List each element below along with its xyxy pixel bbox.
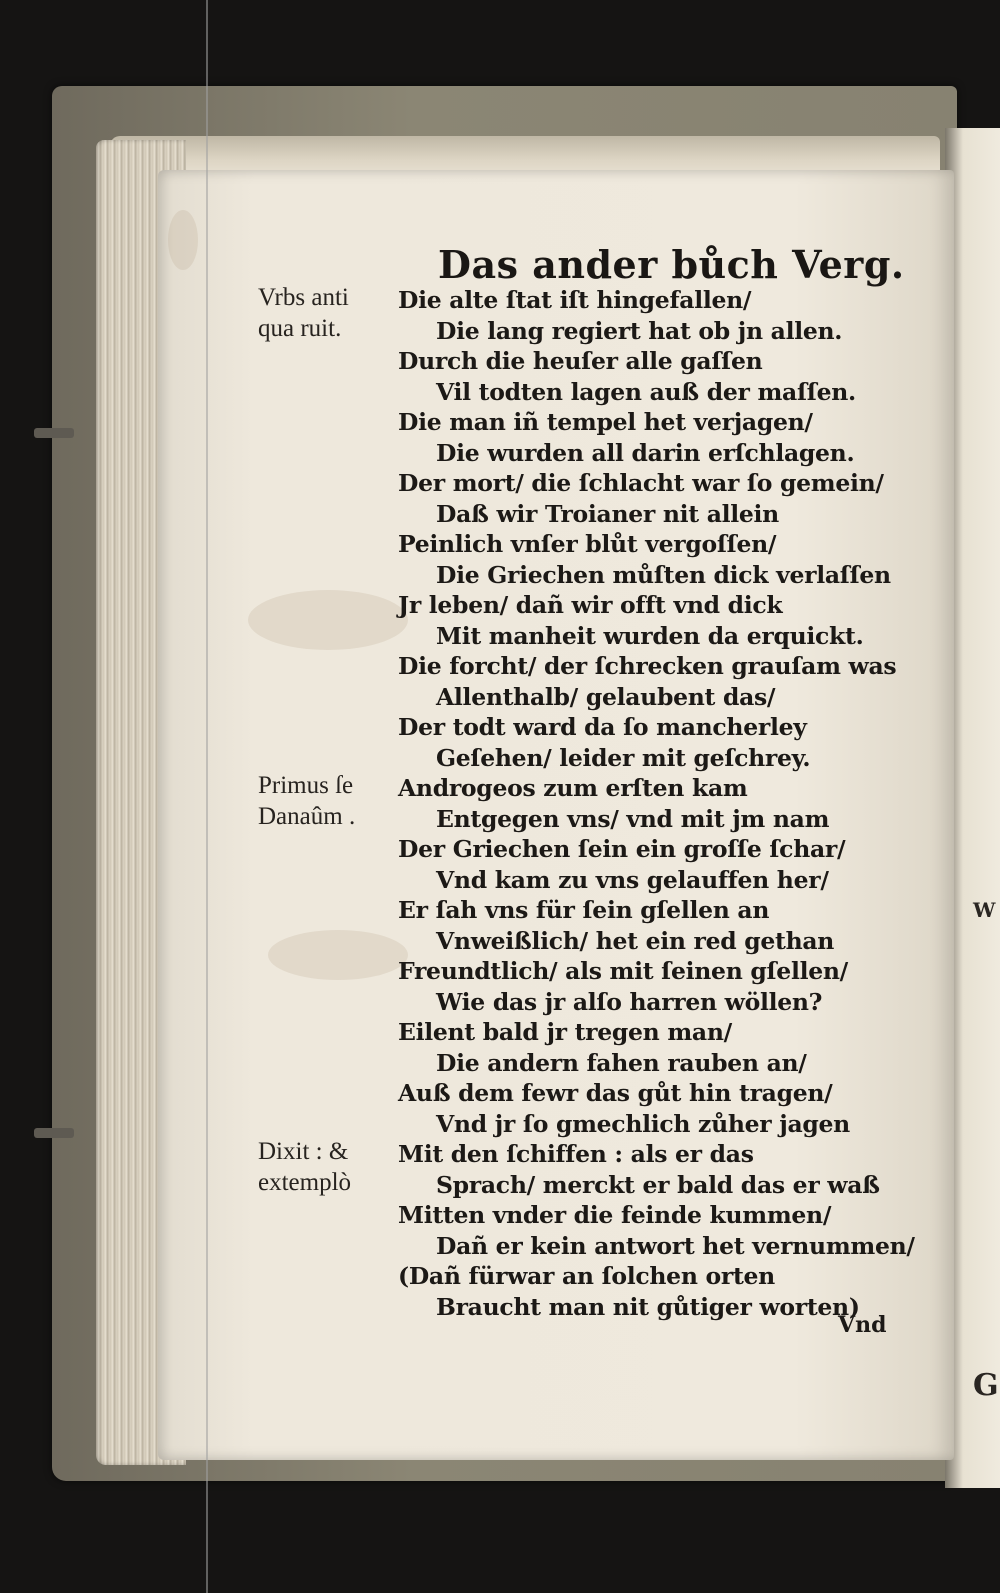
verse-line: Entgegen vns/ vnd mit jm nam <box>436 804 830 833</box>
running-header: Das ander bůch Verg. <box>438 242 905 287</box>
verse-line: Er ſah vns für ſein gſellen an <box>398 896 770 924</box>
verse-line: Daß wir Troianer nit allein <box>436 499 779 528</box>
verse-line: Der mort/ die ſchlacht war ſo gemein/ <box>398 469 884 497</box>
verse-line: Die forcht/ der ſchrecken grauſam was <box>398 652 897 680</box>
verse-line: Der Griechen ſein ein groſſe ſchar/ <box>398 835 846 863</box>
verse-line: Dañ er kein antwort het vernummen/ <box>436 1231 915 1260</box>
verse-line: (Dañ fürwar an ſolchen orten <box>398 1262 775 1290</box>
verse-line: Geſehen/ leider mit geſchrey. <box>436 743 811 772</box>
verse-line: Mit manheit wurden da erquickt. <box>436 621 864 650</box>
margin-note-line: Vrbs anti <box>258 284 349 311</box>
facing-text-fragment: G <box>973 1368 999 1403</box>
verse-line: Durch die heuſer alle gaſſen <box>398 347 763 375</box>
margin-note-line: Dixit : & <box>258 1138 349 1165</box>
verse-line: Vnd jr ſo gmechlich zůher jagen <box>436 1109 850 1138</box>
camera-guide-line <box>206 0 208 1593</box>
verse-line: Braucht man nit gůtiger worten) <box>436 1292 860 1321</box>
verse-line: Vnd kam zu vns gelauffen her/ <box>436 865 829 894</box>
verse-line: Die wurden all darin erſchlagen. <box>436 438 855 467</box>
margin-note-line: Primus ſe <box>258 772 354 799</box>
verse-line: Wie das jr alſo harren wöllen? <box>436 987 823 1016</box>
verse-line: Die man iñ tempel het verjagen/ <box>398 408 813 436</box>
paper-stain <box>248 590 408 650</box>
verse-line: Vil todten lagen auß der maſſen. <box>436 377 856 406</box>
margin-note-line: qua ruit. <box>258 314 342 342</box>
paper-stain <box>168 210 198 270</box>
margin-note-line: Danaûm . <box>258 802 356 830</box>
verse-line: Die Griechen můſten dick verlaſſen <box>436 560 891 589</box>
verse-line: Die lang regiert hat ob jn allen. <box>436 316 843 345</box>
verse-line: Mit den ſchiffen : als er das <box>398 1140 754 1168</box>
verse-line: Vnweißlich/ het ein red gethan <box>436 926 835 955</box>
catchword: Vnd <box>838 1312 887 1338</box>
verse-line: Eilent bald jr tregen man/ <box>398 1018 732 1046</box>
verse-line: Jr leben/ dañ wir offt vnd dick <box>398 591 783 619</box>
book-clamp <box>34 1128 74 1138</box>
verse-line: Die andern fahen rauben an/ <box>436 1048 807 1077</box>
verse-line: Die alte ſtat iſt hingefallen/ <box>398 286 752 314</box>
verse-line: Peinlich vnſer blůt vergoſſen/ <box>398 530 777 558</box>
verse-line: Androgeos zum erſten kam <box>398 774 748 802</box>
verse-line: Freundtlich/ als mit ſeinen gſellen/ <box>398 957 848 985</box>
verse-line: Sprach/ merckt er bald das er waß <box>436 1170 880 1199</box>
verse-line: Der todt ward da ſo mancherley <box>398 713 807 741</box>
margin-note-line: extemplò <box>258 1168 352 1196</box>
verse-line: Allenthalb/ gelaubent das/ <box>436 682 776 711</box>
verse-line: Auß dem fewr das gůt hin tragen/ <box>398 1079 833 1107</box>
facing-text-fragment: W <box>973 898 996 922</box>
paper-stain <box>268 930 408 980</box>
book-clamp <box>34 428 74 438</box>
verse-line: Mitten vnder die feinde kummen/ <box>398 1201 832 1229</box>
